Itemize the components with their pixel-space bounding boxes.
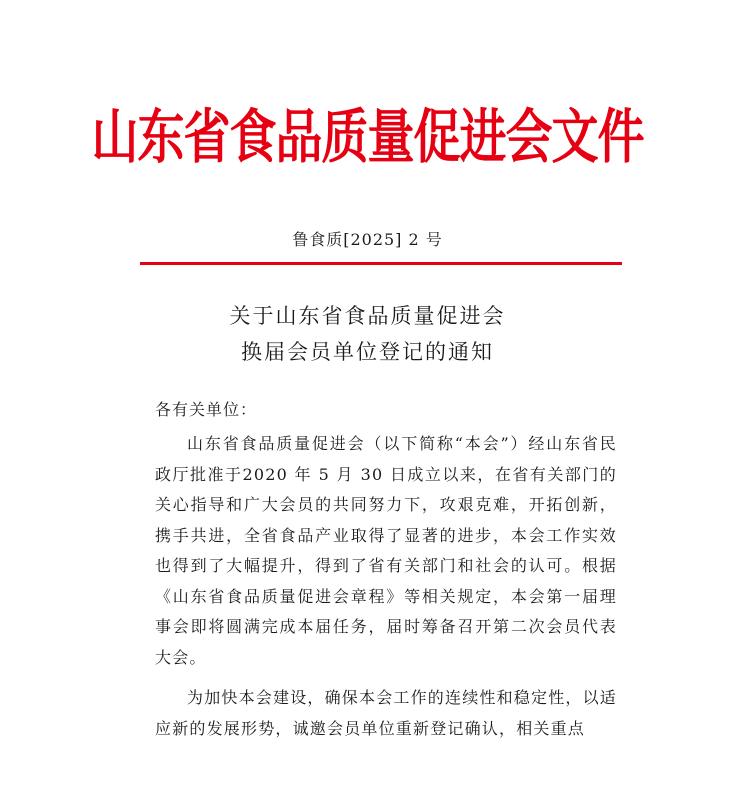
subject-line-1: 关于山东省食品质量促进会 — [229, 304, 506, 328]
body-paragraph-1: 山东省食品质量促进会（以下简称“本会”）经山东省民政厅批准于2020 年 5 月 30 日成立以来，在省有关部门的关心指导和广大会员的共同努力下，攻艰克难，开拓创新，携手共进，全省食品产业取得了显著的进步，本会工作实效也得到了大幅提升，得到了省有关部门和社会的认可。根据《山东省食品质量促进会章程》等相关规定，本会第一届理事会即将圆满完成本届任务，届时筹备召开第二次会员代表大会。 — [155, 434, 617, 667]
body-paragraph-2: 为加快本会建设，确保本会工作的连续性和稳定性，以适应新的发展形势，诚邀会员单位重新登记确认，相关重点 — [155, 688, 618, 738]
salutation: 各有关单位： — [155, 400, 258, 419]
notice-body — [155, 429, 617, 744]
notice-subject — [0, 298, 735, 370]
subject-line-2: 换届会员单位登记的通知 — [241, 340, 494, 364]
red-divider-line — [140, 262, 622, 265]
document-header-title: 山东省食品质量促进会文件 — [91, 103, 644, 172]
document-number: 鲁食质[2025] 2 号 — [292, 230, 443, 249]
